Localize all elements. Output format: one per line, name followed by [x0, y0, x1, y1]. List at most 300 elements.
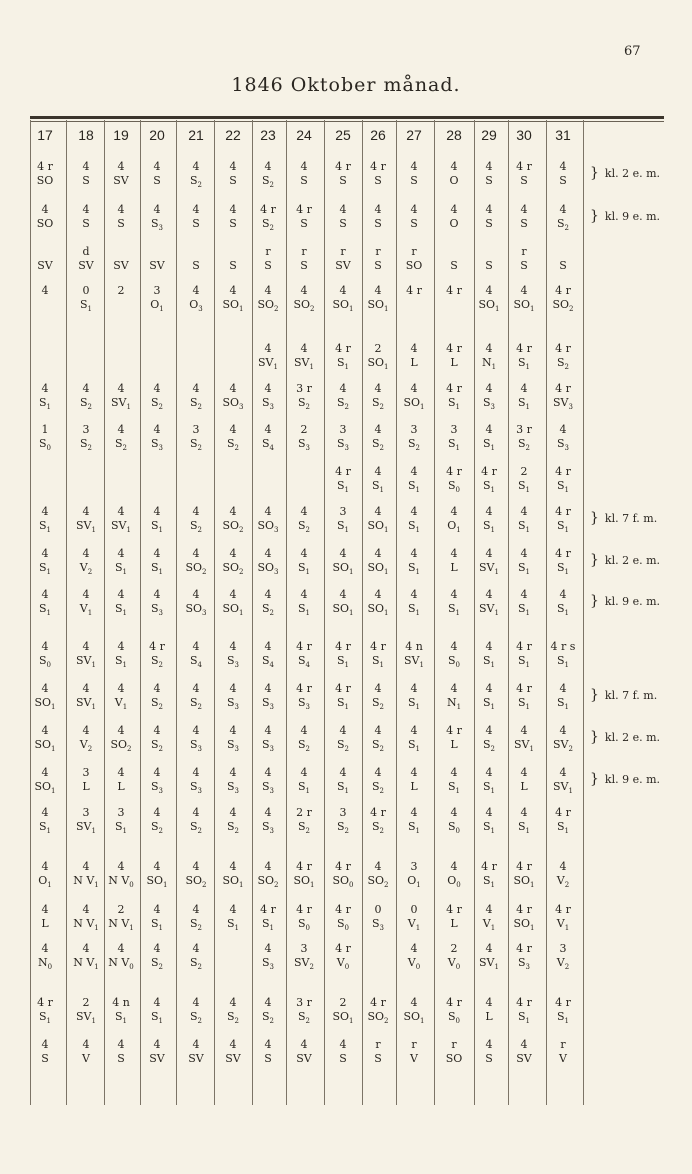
wind-value: S — [229, 217, 237, 230]
obs-cell — [252, 547, 284, 579]
cloud-value: 4 — [153, 942, 161, 955]
wind-value: $S_4$ — [261, 437, 274, 453]
obs-cell — [141, 284, 173, 316]
cloud-value: 4 — [82, 860, 90, 873]
wind-value: S — [450, 259, 458, 272]
cloud-value: 3 r — [516, 423, 532, 436]
cloud-value: 4 — [153, 766, 161, 779]
day-header-22: 22 — [225, 127, 241, 143]
cloud-value: 4 — [229, 284, 237, 297]
wind-value: $S_1$ — [261, 917, 274, 933]
wind-value: $S_1$ — [556, 654, 569, 670]
obs-cell — [141, 588, 173, 620]
wind-value: S — [192, 217, 200, 230]
wind-value: $S_1$ — [336, 356, 349, 372]
obs-cell — [141, 942, 173, 974]
time-note-text: kl. 9 e. m. — [604, 595, 661, 608]
obs-cell — [327, 284, 359, 316]
obs-cell — [288, 505, 320, 537]
obs-cell — [252, 724, 284, 756]
cloud-value: 4 — [520, 505, 528, 518]
wind-value: SV — [149, 1052, 165, 1065]
wind-value: $S_2$ — [114, 437, 127, 453]
obs-cell — [217, 284, 249, 316]
obs-cell — [252, 766, 284, 798]
day-header-18: 18 — [78, 127, 94, 143]
obs-cell — [70, 766, 102, 794]
wind-value: $V_0$ — [447, 956, 461, 972]
wind-value: SV — [113, 259, 129, 272]
cloud-value: 4 — [264, 724, 272, 737]
cloud-value: 4 — [410, 505, 418, 518]
time-note-text: kl. 9 e. m. — [604, 210, 661, 223]
obs-cell — [29, 724, 61, 756]
wind-value: $SO_1$ — [367, 561, 389, 577]
wind-value — [105, 298, 137, 312]
obs-cell — [217, 382, 249, 414]
obs-cell — [547, 588, 579, 620]
wind-value: $SO_1$ — [367, 519, 389, 535]
obs-cell — [508, 806, 540, 838]
obs-cell — [473, 942, 505, 974]
wind-value: $SV_1$ — [76, 696, 96, 712]
obs-cell — [29, 547, 61, 579]
wind-value: $SO_2$ — [367, 874, 389, 890]
wind-value: $S_1$ — [517, 396, 530, 412]
cloud-value: 4 — [485, 806, 493, 819]
obs-cell — [508, 160, 540, 188]
cloud-value: 4 — [192, 547, 200, 560]
wind-value: $S_1$ — [336, 780, 349, 796]
cloud-value: 4 — [82, 505, 90, 518]
wind-value: SO — [36, 174, 54, 187]
cloud-value: 4 r — [37, 996, 53, 1009]
cloud-value: 4 — [559, 766, 567, 779]
obs-cell — [29, 588, 61, 620]
wind-value: $S_1$ — [150, 1010, 163, 1026]
cloud-value: 4 — [41, 766, 49, 779]
cloud-value: 4 — [153, 423, 161, 436]
day-header-27: 27 — [406, 127, 422, 143]
obs-cell — [473, 284, 505, 316]
wind-value: $SO_1$ — [332, 298, 354, 314]
obs-cell — [473, 342, 505, 374]
time-note-text: kl. 9 e. m. — [604, 773, 661, 786]
wind-value: $S_1$ — [150, 519, 163, 535]
obs-cell — [70, 640, 102, 672]
wind-value: $S_1$ — [38, 396, 51, 412]
wind-value: $S_2$ — [150, 396, 163, 412]
obs-cell — [180, 996, 212, 1028]
wind-value: $S_1$ — [482, 696, 495, 712]
wind-value: V — [559, 1052, 567, 1065]
obs-cell — [70, 284, 102, 316]
wind-value: $S_3$ — [150, 602, 163, 618]
obs-cell — [398, 203, 430, 231]
wind-value: $SV_1$ — [479, 956, 499, 972]
obs-cell — [438, 245, 470, 273]
brace-icon: } — [590, 593, 599, 609]
obs-cell — [217, 724, 249, 756]
wind-value: $S_2$ — [556, 217, 569, 233]
obs-cell — [29, 806, 61, 838]
cloud-value: 3 — [82, 423, 90, 436]
cloud-value: 4 r — [555, 342, 571, 355]
obs-cell — [438, 505, 470, 537]
obs-cell — [327, 766, 359, 798]
obs-cell — [141, 903, 173, 935]
obs-cell — [288, 996, 320, 1028]
obs-cell — [217, 505, 249, 537]
obs-cell — [288, 682, 320, 714]
cloud-value: 4 — [192, 860, 200, 873]
wind-value: $S_1$ — [517, 479, 530, 495]
obs-cell — [362, 160, 394, 188]
obs-cell — [508, 245, 540, 273]
cloud-value: 4 — [450, 203, 458, 216]
wind-value: $S_0$ — [336, 917, 349, 933]
wind-value: $S_1$ — [297, 602, 310, 618]
obs-cell — [362, 382, 394, 414]
cloud-value: 4 r — [446, 996, 462, 1009]
cloud-value: 3 — [82, 806, 90, 819]
wind-value: $S_2$ — [150, 956, 163, 972]
obs-cell — [547, 505, 579, 537]
wind-value: $SO_1$ — [332, 1010, 354, 1026]
cloud-value: 4 — [229, 382, 237, 395]
wind-value: S — [229, 174, 237, 187]
cloud-value: 4 — [229, 203, 237, 216]
cloud-value: 4 — [520, 1038, 528, 1051]
cloud-value: 4 — [153, 682, 161, 695]
obs-cell — [217, 160, 249, 188]
cloud-value: 4 — [339, 1038, 347, 1051]
obs-cell — [217, 766, 249, 798]
wind-value: SO — [36, 217, 54, 230]
cloud-value: 4 — [450, 682, 458, 695]
brace-icon: } — [590, 208, 599, 224]
cloud-value: r — [451, 1038, 457, 1051]
wind-value: $S_1$ — [556, 696, 569, 712]
cloud-value: 4 — [410, 942, 418, 955]
wind-value: $S_2$ — [189, 396, 202, 412]
cloud-value: 4 — [559, 588, 567, 601]
wind-value: $SO_2$ — [110, 738, 132, 754]
obs-cell — [141, 640, 173, 672]
wind-value: $SO_2$ — [222, 561, 244, 577]
obs-cell — [252, 284, 284, 316]
wind-value: $S_1$ — [226, 917, 239, 933]
brace-icon: } — [590, 729, 599, 745]
cloud-value: 4 — [82, 1038, 90, 1051]
time-note — [590, 510, 657, 526]
obs-cell — [438, 203, 470, 231]
cloud-value: r — [340, 245, 346, 258]
cloud-value: 4 — [82, 160, 90, 173]
wind-value: $S_1$ — [407, 820, 420, 836]
obs-cell — [105, 903, 137, 935]
obs-cell — [508, 465, 540, 497]
obs-cell — [29, 996, 61, 1028]
obs-cell — [70, 903, 102, 935]
obs-cell — [141, 423, 173, 455]
wind-value: $S_3$ — [226, 738, 239, 754]
cloud-value: 4 — [485, 160, 493, 173]
obs-cell — [362, 342, 394, 374]
cloud-value: 4 — [117, 547, 125, 560]
wind-value: $S_1$ — [79, 298, 92, 314]
cloud-value: 4 r — [555, 547, 571, 560]
obs-cell — [362, 465, 394, 497]
cloud-value: d — [82, 245, 90, 258]
cloud-value: 4 — [450, 640, 458, 653]
cloud-value: 4 — [41, 284, 49, 297]
cloud-value: 4 — [82, 203, 90, 216]
cloud-value: 4 — [410, 682, 418, 695]
obs-cell — [473, 903, 505, 935]
obs-cell — [288, 203, 320, 231]
obs-cell — [438, 547, 470, 575]
obs-cell — [29, 284, 61, 312]
wind-value: SO — [405, 259, 423, 272]
wind-value: S — [300, 217, 308, 230]
cloud-value: 2 — [520, 465, 528, 478]
wind-value: SV — [78, 259, 94, 272]
title-rule-thin — [30, 121, 664, 122]
cloud-value: 4 r — [296, 203, 312, 216]
cloud-value: 3 — [410, 860, 418, 873]
cloud-value: 4 — [520, 588, 528, 601]
cloud-value: 4 — [264, 766, 272, 779]
obs-cell — [438, 724, 470, 752]
wind-value: $SV_1$ — [111, 519, 131, 535]
cloud-value: 4 — [339, 724, 347, 737]
cloud-value: 4 n — [112, 996, 130, 1009]
cloud-value: 4 r — [296, 903, 312, 916]
wind-value: $SO_1$ — [403, 396, 425, 412]
cloud-value: 4 — [559, 423, 567, 436]
wind-value: $SO_1$ — [332, 561, 354, 577]
time-note-text: kl. 2 e. m. — [604, 731, 661, 744]
wind-value: $S_3$ — [150, 437, 163, 453]
cloud-value: 4 — [192, 160, 200, 173]
wind-value: $S_3$ — [297, 696, 310, 712]
wind-value: S — [264, 259, 272, 272]
wind-value: $S_2$ — [79, 396, 92, 412]
obs-cell — [398, 160, 430, 188]
obs-cell — [508, 724, 540, 756]
wind-value: $S_3$ — [297, 437, 310, 453]
cloud-value: 3 — [339, 505, 347, 518]
obs-cell — [105, 1038, 137, 1066]
obs-cell — [547, 640, 579, 672]
obs-cell — [217, 903, 249, 935]
wind-value: N $V_1$ — [108, 917, 134, 933]
day-header-17: 17 — [37, 127, 53, 143]
obs-cell — [362, 203, 394, 231]
obs-cell — [180, 505, 212, 537]
cloud-value — [547, 245, 579, 259]
cloud-value: 4 — [229, 1038, 237, 1051]
cloud-value: 4 — [300, 1038, 308, 1051]
wind-value: S — [520, 217, 528, 230]
cloud-value: 4 — [485, 382, 493, 395]
obs-cell — [362, 766, 394, 798]
wind-value: $S_1$ — [336, 696, 349, 712]
obs-cell — [327, 423, 359, 455]
obs-cell — [70, 423, 102, 455]
obs-cell — [180, 1038, 212, 1066]
wind-value: $S_2$ — [336, 820, 349, 836]
obs-cell — [217, 588, 249, 620]
obs-cell — [327, 682, 359, 714]
cloud-value: 4 — [300, 342, 308, 355]
wind-value: $S_2$ — [189, 917, 202, 933]
obs-cell — [508, 382, 540, 414]
obs-cell — [398, 382, 430, 414]
obs-cell — [362, 903, 394, 935]
obs-cell — [547, 160, 579, 188]
wind-value: L — [485, 1010, 493, 1023]
obs-cell — [252, 860, 284, 892]
obs-cell — [180, 682, 212, 714]
time-note-text: kl. 2 e. m. — [604, 554, 661, 567]
obs-cell — [252, 245, 284, 273]
obs-cell — [252, 1038, 284, 1066]
cloud-value: 4 — [485, 903, 493, 916]
obs-cell — [70, 1038, 102, 1066]
cloud-value: 4 — [153, 1038, 161, 1051]
wind-value: $S_1$ — [482, 780, 495, 796]
obs-cell — [29, 860, 61, 892]
obs-cell — [180, 806, 212, 838]
wind-value: S — [559, 259, 567, 272]
obs-cell — [327, 342, 359, 374]
cloud-value: 4 — [300, 588, 308, 601]
obs-cell — [438, 382, 470, 414]
cloud-value: 4 — [117, 423, 125, 436]
cloud-value: 4 — [264, 505, 272, 518]
wind-value: $S_3$ — [261, 696, 274, 712]
wind-value: $SV_1$ — [258, 356, 278, 372]
wind-value: L — [450, 356, 458, 369]
obs-cell — [473, 588, 505, 620]
cloud-value: 4 — [229, 682, 237, 695]
wind-value: $S_2$ — [297, 738, 310, 754]
cloud-value: 3 — [339, 423, 347, 436]
cloud-value: 4 r — [446, 342, 462, 355]
time-note — [590, 729, 660, 745]
obs-cell — [252, 160, 284, 192]
cloud-value: 4 r — [335, 682, 351, 695]
obs-cell — [473, 860, 505, 892]
obs-cell — [438, 342, 470, 370]
wind-value: SV — [516, 1052, 532, 1065]
wind-value: $S_0$ — [297, 917, 310, 933]
cloud-value: 4 — [41, 382, 49, 395]
day-header-31: 31 — [555, 127, 571, 143]
wind-value: $S_2$ — [336, 396, 349, 412]
obs-cell — [105, 505, 137, 537]
obs-cell — [327, 1038, 359, 1066]
cloud-value: 4 — [559, 160, 567, 173]
wind-value: $S_2$ — [189, 1010, 202, 1026]
wind-value: $S_1$ — [482, 874, 495, 890]
cloud-value: 4 — [374, 766, 382, 779]
obs-cell — [180, 766, 212, 798]
obs-cell — [508, 588, 540, 620]
wind-value: SV — [188, 1052, 204, 1065]
obs-cell — [327, 588, 359, 620]
cloud-value: 4 — [485, 640, 493, 653]
page-number: 67 — [624, 44, 641, 59]
obs-cell — [327, 465, 359, 497]
wind-value: $S_2$ — [189, 820, 202, 836]
obs-cell — [29, 245, 61, 273]
obs-cell — [508, 284, 540, 316]
cloud-value: 4 r — [149, 640, 165, 653]
time-note — [590, 552, 660, 568]
obs-cell — [508, 860, 540, 892]
obs-cell — [70, 160, 102, 188]
obs-cell — [438, 1038, 470, 1066]
obs-cell — [288, 382, 320, 414]
wind-value: $S_1$ — [482, 437, 495, 453]
cloud-value: 4 — [229, 640, 237, 653]
day-header-20: 20 — [149, 127, 165, 143]
obs-cell — [438, 284, 470, 312]
wind-value: $S_2$ — [297, 820, 310, 836]
obs-cell — [288, 284, 320, 316]
wind-value: SV — [335, 259, 351, 272]
obs-cell — [141, 682, 173, 714]
obs-cell — [180, 245, 212, 273]
cloud-value: 4 — [264, 342, 272, 355]
wind-value: $S_1$ — [150, 917, 163, 933]
cloud-value: 3 — [339, 806, 347, 819]
obs-cell — [105, 588, 137, 620]
wind-value: $SV_1$ — [76, 519, 96, 535]
cloud-value: 4 — [192, 806, 200, 819]
wind-value: $S_2$ — [189, 696, 202, 712]
cloud-value: 2 — [117, 903, 125, 916]
wind-value: $SO_2$ — [257, 298, 279, 314]
wind-value: $SV_1$ — [553, 780, 573, 796]
obs-cell — [438, 903, 470, 931]
cloud-value: 4 — [117, 942, 125, 955]
obs-cell — [105, 766, 137, 794]
wind-value: S — [410, 174, 418, 187]
obs-cell — [398, 423, 430, 455]
wind-value: $S_1$ — [114, 820, 127, 836]
cloud-value: 4 — [485, 547, 493, 560]
obs-cell — [508, 942, 540, 974]
obs-cell — [180, 860, 212, 892]
cloud-value: 4 — [520, 547, 528, 560]
wind-value: SV — [37, 259, 53, 272]
obs-cell — [29, 766, 61, 798]
obs-cell — [217, 1038, 249, 1066]
wind-value: $SO_3$ — [257, 561, 279, 577]
obs-cell — [398, 996, 430, 1028]
wind-value: $SO_1$ — [367, 602, 389, 618]
wind-value: N $V_1$ — [73, 917, 99, 933]
cloud-value: 2 — [339, 996, 347, 1009]
cloud-value: 4 r — [516, 903, 532, 916]
cloud-value — [473, 245, 505, 259]
wind-value: L — [520, 780, 528, 793]
wind-value: S — [339, 1052, 347, 1065]
